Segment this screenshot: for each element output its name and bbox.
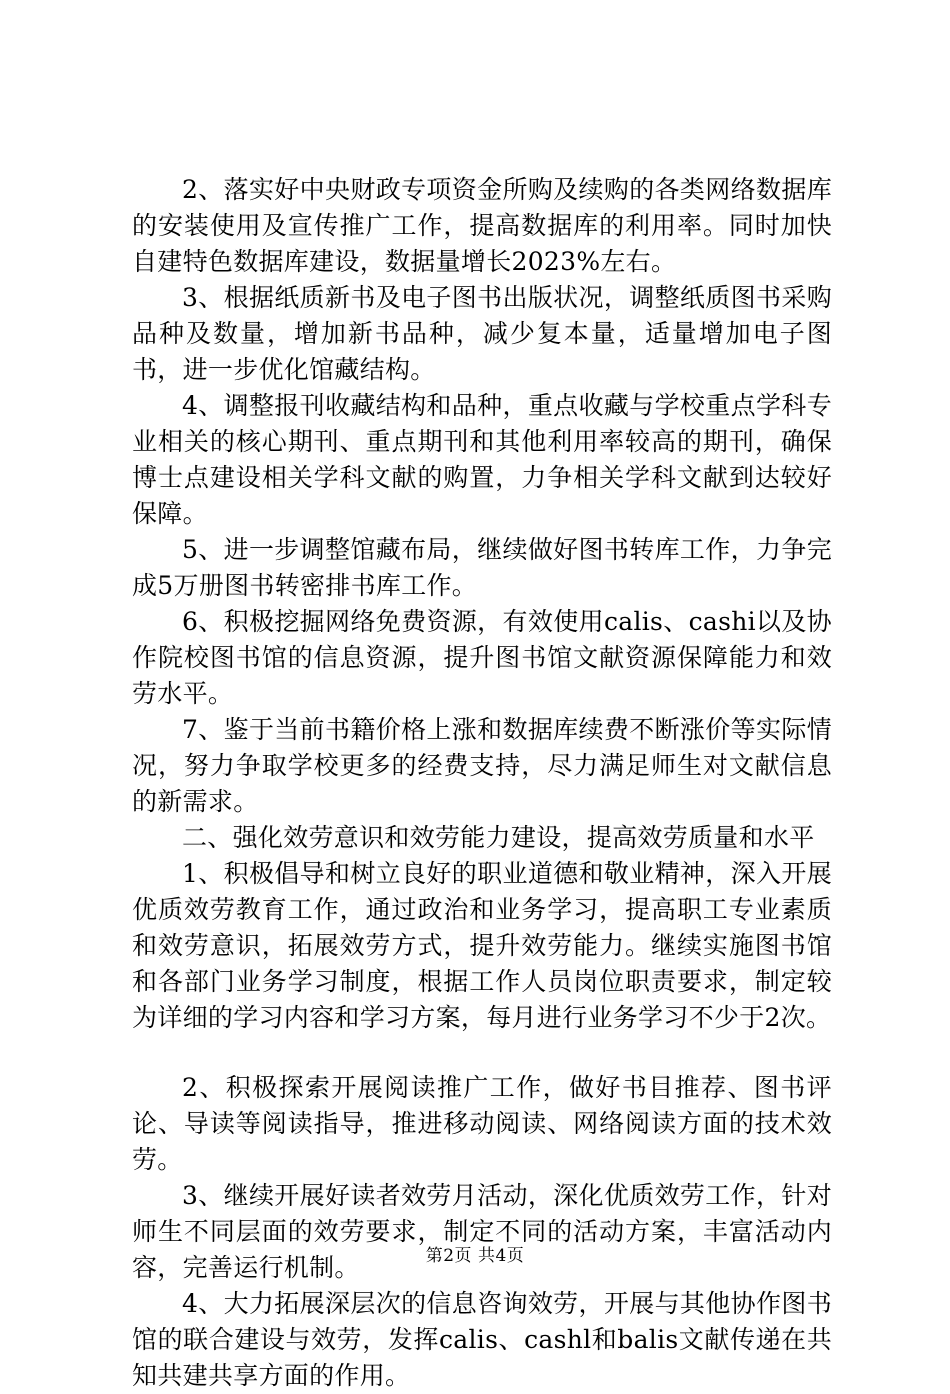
paragraph-section2-item-2: 2、积极探索开展阅读推广工作，做好书目推荐、图书评论、导读等阅读指导，推进移动阅读、网络阅读方面的技术效劳。 [132,1073,832,1174]
paragraph-item-3: 3、根据纸质新书及电子图书出版状况，调整纸质图书采购品种及数量，增加新书品种，减少复本量，适量增加电子图书，进一步优化馆藏结构。 [132,283,832,384]
paragraph-section2-item-3: 3、继续开展好读者效劳月活动，深化优质效劳工作，针对师生不同层面的效劳要求，制定不同的活动方案，丰富活动内容，完善运行机制。 [132,1181,832,1282]
paragraph-item-6: 6、积极挖掘网络免费资源，有效使用calis、cashi以及协作院校图书馆的信息资源，提升图书馆文献资源保障能力和效劳水平。 [132,607,832,708]
paragraph-item-4: 4、调整报刊收藏结构和品种，重点收藏与学校重点学科专业相关的核心期刊、重点期刊和其他利用率较高的期刊，确保博士点建设相关学科文献的购置，力争相关学科文献到达较好保障。 [132,391,832,528]
paragraph-item-7: 7、鉴于当前书籍价格上涨和数据库续费不断涨价等实际情况，努力争取学校更多的经费支持，尽力满足师生对文献信息的新需求。 [132,715,832,816]
paragraph-section2-item-1: 1、积极倡导和树立良好的职业道德和敬业精神，深入开展优质效劳教育工作，通过政治和业务学习，提高职工专业素质和效劳意识，拓展效劳方式，提升效劳能力。继续实施图书馆和各部门业务学习制度，根据工作人员岗位职责要求，制定较为详细的学习内容和学习方案，每月进行业务学习不少于2次。 [132,859,832,1032]
paragraph-item-5: 5、进一步调整馆藏布局，继续做好图书转库工作，力争完成5万册图书转密排书库工作。 [132,535,832,600]
paragraph-spacer [132,1036,832,1070]
paragraph-section2-item-4: 4、大力拓展深层次的信息咨询效劳，开展与其他协作图书馆的联合建设与效劳，发挥calis、cashl和balis文献传递在共知共建共享方面的作用。 [132,1289,832,1390]
section-heading: 二、强化效劳意识和效劳能力建设，提高效劳质量和水平 [182,823,815,852]
page-footer: 第2页 共4页 [425,1246,525,1266]
paragraph-item-2: 2、落实好中央财政专项资金所购及续购的各类网络数据库的安装使用及宣传推广工作，提高数据库的利用率。同时加快自建特色数据库建设，数据量增长2023%左右。 [132,175,832,276]
document-body [132,172,832,1394]
